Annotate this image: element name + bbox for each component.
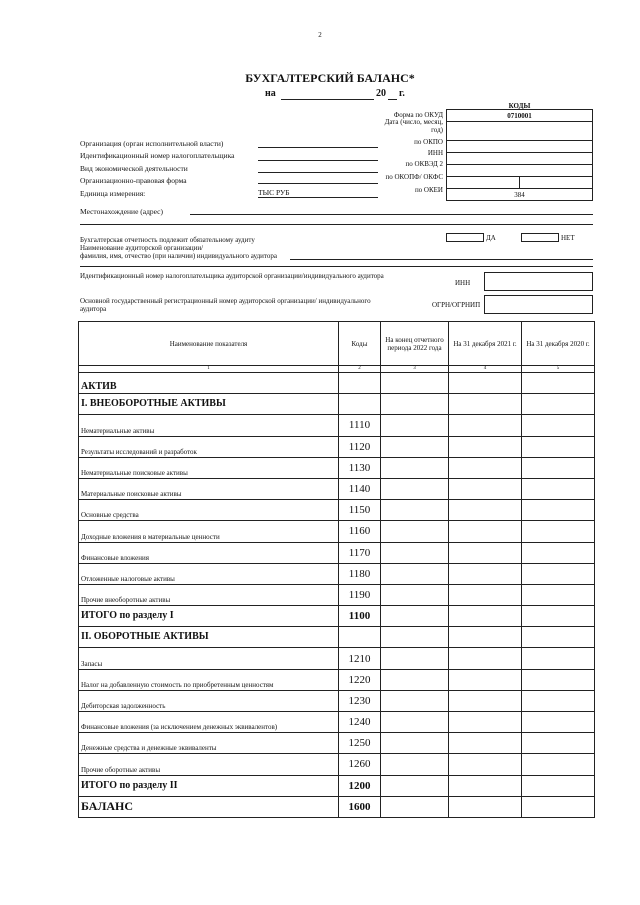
- row-code: 1180: [339, 563, 381, 584]
- row-name: Налог на добавленную стоимость по приобретенным ценностям: [79, 669, 339, 690]
- total1-value-col4[interactable]: [449, 606, 522, 627]
- row-value-col3[interactable]: [381, 584, 449, 605]
- audit-yes-label: ДА: [486, 234, 496, 242]
- okopf-field[interactable]: [447, 177, 593, 189]
- audit-no-checkbox[interactable]: [521, 233, 559, 242]
- row-value-col5[interactable]: [522, 542, 595, 563]
- row-value-col4[interactable]: [449, 733, 522, 754]
- date-field[interactable]: [447, 122, 593, 141]
- empty-cell: [522, 627, 595, 648]
- table-row: [79, 542, 595, 563]
- section1-heading: I. ВНЕОБОРОТНЫЕ АКТИВЫ: [79, 394, 339, 415]
- row-code: 1250: [339, 733, 381, 754]
- row-name: Доходные вложения в материальные ценности: [79, 521, 339, 542]
- row-value-col5[interactable]: [522, 478, 595, 499]
- row-value-col3[interactable]: [381, 542, 449, 563]
- table-row-total1: [79, 606, 595, 627]
- table-row: [79, 415, 595, 436]
- address-line-1[interactable]: [190, 214, 593, 215]
- table-row: [79, 563, 595, 584]
- col-number: 2: [339, 366, 381, 373]
- empty-cell: [449, 394, 522, 415]
- audit-ogrn-field[interactable]: [484, 295, 593, 314]
- row-name: Финансовые вложения (за исключением денежных эквивалентов): [79, 712, 339, 733]
- row-name: Прочие оборотные активы: [79, 754, 339, 775]
- row-code: 1230: [339, 690, 381, 711]
- audit-no-label: НЕТ: [561, 234, 575, 242]
- row-code: 1210: [339, 648, 381, 669]
- address-label: Местонахождение (адрес): [80, 207, 164, 216]
- unit-line: [258, 197, 378, 198]
- total1-value-col3[interactable]: [381, 606, 449, 627]
- row-name: Материальные поисковые активы: [79, 478, 339, 499]
- row-value-col3[interactable]: [381, 712, 449, 733]
- empty-cell: [339, 373, 381, 394]
- audit-yes-checkbox[interactable]: [446, 233, 484, 242]
- okved-label: по ОКВЭД 2: [405, 160, 443, 168]
- row-code: 1120: [339, 436, 381, 457]
- row-value-col3[interactable]: [381, 500, 449, 521]
- row-code: 1150: [339, 500, 381, 521]
- row-value-col3[interactable]: [381, 648, 449, 669]
- total1-value-col5[interactable]: [522, 606, 595, 627]
- table-header-row: [79, 322, 595, 366]
- col-number: 5: [522, 366, 595, 373]
- row-value-col3[interactable]: [381, 478, 449, 499]
- okud-value: 0710001: [447, 110, 593, 122]
- address-line-2[interactable]: [80, 224, 593, 225]
- row-code: 1130: [339, 457, 381, 478]
- row-value-col3[interactable]: [381, 733, 449, 754]
- row-value-col4[interactable]: [449, 415, 522, 436]
- row-code: 1140: [339, 478, 381, 499]
- table-row: [79, 584, 595, 605]
- assets-heading-row: [79, 373, 595, 394]
- page-number: 2: [318, 31, 322, 39]
- audit-inn-field[interactable]: [484, 272, 593, 291]
- row-value-col5[interactable]: [522, 500, 595, 521]
- empty-cell: [522, 373, 595, 394]
- balance-code: 1600: [339, 796, 381, 817]
- header-code: Коды: [339, 322, 381, 366]
- date-label: Дата (число, месяц, год): [384, 118, 443, 134]
- audit-person-label: фамилия, имя, отчество (при наличии) индивидуального аудитора: [80, 252, 277, 260]
- row-value-col3[interactable]: [381, 669, 449, 690]
- empty-cell: [449, 373, 522, 394]
- header-name: Наименование показателя: [79, 322, 339, 366]
- row-value-col5[interactable]: [522, 754, 595, 775]
- empty-cell: [339, 627, 381, 648]
- col-number: 1: [79, 366, 339, 373]
- row-value-col3[interactable]: [381, 457, 449, 478]
- section2-heading: II. ОБОРОТНЫЕ АКТИВЫ: [79, 627, 339, 648]
- row-name: Основные средства: [79, 500, 339, 521]
- total2-name: ИТОГО по разделу II: [79, 775, 339, 796]
- row-value-col4[interactable]: [449, 500, 522, 521]
- section2-heading-row: [79, 627, 595, 648]
- row-code: 1170: [339, 542, 381, 563]
- org-name-label: Организация (орган исполнительной власти): [80, 139, 224, 148]
- row-value-col5[interactable]: [522, 733, 595, 754]
- row-value-col5[interactable]: [522, 690, 595, 711]
- inn-code-label: ИНН: [427, 149, 443, 157]
- column-numbers-row: [79, 366, 595, 373]
- row-value-col4[interactable]: [449, 436, 522, 457]
- row-code: 1160: [339, 521, 381, 542]
- table-row: [79, 436, 595, 457]
- row-value-col5[interactable]: [522, 712, 595, 733]
- header-col5: На 31 декабря 2020 г.: [522, 322, 595, 366]
- row-value-col4[interactable]: [449, 542, 522, 563]
- row-value-col3[interactable]: [381, 436, 449, 457]
- row-value-col3[interactable]: [381, 415, 449, 436]
- row-value-col4[interactable]: [449, 648, 522, 669]
- auditor-name-line-2[interactable]: [80, 266, 593, 267]
- row-name: Отложенные налоговые активы: [79, 563, 339, 584]
- row-value-col5[interactable]: [522, 669, 595, 690]
- audit-inn-text: Идентификационный номер налогоплательщика аудиторской организации/индивидуального аудитора: [80, 272, 384, 280]
- row-value-col4[interactable]: [449, 478, 522, 499]
- inn-field[interactable]: [447, 153, 593, 165]
- balance-name: БАЛАНС: [79, 796, 339, 817]
- table-row: [79, 478, 595, 499]
- total2-code: 1200: [339, 775, 381, 796]
- row-name: Результаты исследований и разработок: [79, 436, 339, 457]
- row-code: 1220: [339, 669, 381, 690]
- row-value-col4[interactable]: [449, 584, 522, 605]
- section2-total-body: [79, 775, 595, 817]
- codes-header: КОДЫ: [508, 102, 531, 110]
- row-name: Нематериальные поисковые активы: [79, 457, 339, 478]
- table-row: [79, 521, 595, 542]
- okved-field[interactable]: [447, 165, 593, 177]
- row-value-col4[interactable]: [449, 563, 522, 584]
- okpo-field[interactable]: [447, 141, 593, 153]
- table-row-balance: [79, 796, 595, 817]
- page-title: БУХГАЛТЕРСКИЙ БАЛАНС*: [245, 71, 415, 85]
- table-row: [79, 690, 595, 711]
- balance-value-col4[interactable]: [449, 796, 522, 817]
- legal-form-line[interactable]: [258, 183, 378, 184]
- row-name: Запасы: [79, 648, 339, 669]
- org-inn-label: Идентификационный номер налогоплательщика: [80, 151, 235, 160]
- empty-cell: [381, 373, 449, 394]
- okpo-label: по ОКПО: [414, 138, 443, 146]
- date-year-line[interactable]: [388, 99, 397, 100]
- auditor-name-line[interactable]: [290, 259, 593, 260]
- row-value-col4[interactable]: [449, 669, 522, 690]
- okopf-cell[interactable]: [447, 177, 520, 188]
- empty-cell: [449, 627, 522, 648]
- org-inn-line[interactable]: [258, 160, 378, 161]
- unit-label: Единица измерения:: [80, 189, 146, 198]
- row-code: 1110: [339, 415, 381, 436]
- total2-value-col3[interactable]: [381, 775, 449, 796]
- date-suffix: г.: [399, 88, 405, 99]
- okei-label: по ОКЕИ: [414, 186, 443, 194]
- row-code: 1190: [339, 584, 381, 605]
- audit-inn-short: ИНН: [455, 279, 471, 287]
- empty-cell: [381, 627, 449, 648]
- row-code: 1260: [339, 754, 381, 775]
- row-value-col3[interactable]: [381, 521, 449, 542]
- audit-org-label: Наименование аудиторской организации/: [80, 244, 204, 252]
- total2-value-col4[interactable]: [449, 775, 522, 796]
- row-value-col5[interactable]: [522, 584, 595, 605]
- balance-table: [78, 321, 595, 818]
- table-row: [79, 754, 595, 775]
- activity-line[interactable]: [258, 172, 378, 173]
- total2-value-col5[interactable]: [522, 775, 595, 796]
- header-col4: На 31 декабря 2021 г.: [449, 322, 522, 366]
- table-row: [79, 500, 595, 521]
- row-value-col4[interactable]: [449, 712, 522, 733]
- date-day-month-line[interactable]: [281, 99, 374, 100]
- okud-label: Форма по ОКУД: [393, 111, 443, 119]
- col-number: 3: [381, 366, 449, 373]
- okfs-cell[interactable]: [520, 177, 593, 188]
- row-name: Финансовые вложения: [79, 542, 339, 563]
- section1-total-body: [79, 606, 595, 648]
- legal-form-label: Организационно-правовая форма: [80, 176, 187, 185]
- audit-ogrn-text: Основной государственный регистрационный номер аудиторской организации/ индивидуального аудитора: [80, 297, 371, 313]
- assets-heading: АКТИВ: [79, 373, 339, 394]
- row-value-col4[interactable]: [449, 457, 522, 478]
- unit-value: ТЫС РУБ: [258, 188, 290, 197]
- okei-value: 384: [447, 189, 593, 201]
- row-value-col5[interactable]: [522, 436, 595, 457]
- row-value-col5[interactable]: [522, 563, 595, 584]
- row-name: Денежные средства и денежные эквиваленты: [79, 733, 339, 754]
- row-value-col5[interactable]: [522, 648, 595, 669]
- audit-subject-text: Бухгалтерская отчетность подлежит обязательному аудиту: [80, 236, 255, 244]
- row-value-col5[interactable]: [522, 415, 595, 436]
- col-number: 4: [449, 366, 522, 373]
- header-col3: На конец отчетного периода 2022 года: [381, 322, 449, 366]
- table-row-total2: [79, 775, 595, 796]
- activity-label: Вид экономической деятельности: [80, 164, 188, 173]
- row-name: Прочие внеоборотные активы: [79, 584, 339, 605]
- row-name: Нематериальные активы: [79, 415, 339, 436]
- row-value-col4[interactable]: [449, 754, 522, 775]
- okopf-label: по ОКОПФ/ ОКФС: [385, 173, 443, 181]
- row-value-col4[interactable]: [449, 690, 522, 711]
- date-prefix: на: [265, 88, 276, 99]
- section1-body: [79, 373, 595, 415]
- table-row: [79, 712, 595, 733]
- row-value-col5[interactable]: [522, 457, 595, 478]
- table-row: [79, 733, 595, 754]
- table-row: [79, 669, 595, 690]
- audit-ogrn-short: ОГРН/ОГРНИП: [432, 301, 481, 309]
- section1-heading-row: [79, 394, 595, 415]
- date-year-prefix: 20: [376, 88, 386, 99]
- row-value-col4[interactable]: [449, 521, 522, 542]
- section1-rows: [79, 415, 595, 606]
- row-value-col3[interactable]: [381, 690, 449, 711]
- row-value-col3[interactable]: [381, 754, 449, 775]
- section2-rows: [79, 648, 595, 775]
- table-row: [79, 648, 595, 669]
- org-name-line[interactable]: [258, 147, 378, 148]
- row-code: 1240: [339, 712, 381, 733]
- row-value-col3[interactable]: [381, 563, 449, 584]
- balance-value-col3[interactable]: [381, 796, 449, 817]
- row-value-col5[interactable]: [522, 521, 595, 542]
- total1-code: 1100: [339, 606, 381, 627]
- empty-cell: [522, 394, 595, 415]
- total1-name: ИТОГО по разделу I: [79, 606, 339, 627]
- empty-cell: [381, 394, 449, 415]
- row-name: Дебиторская задолженность: [79, 690, 339, 711]
- table-row: [79, 457, 595, 478]
- balance-value-col5[interactable]: [522, 796, 595, 817]
- empty-cell: [339, 394, 381, 415]
- codes-panel: [446, 109, 593, 201]
